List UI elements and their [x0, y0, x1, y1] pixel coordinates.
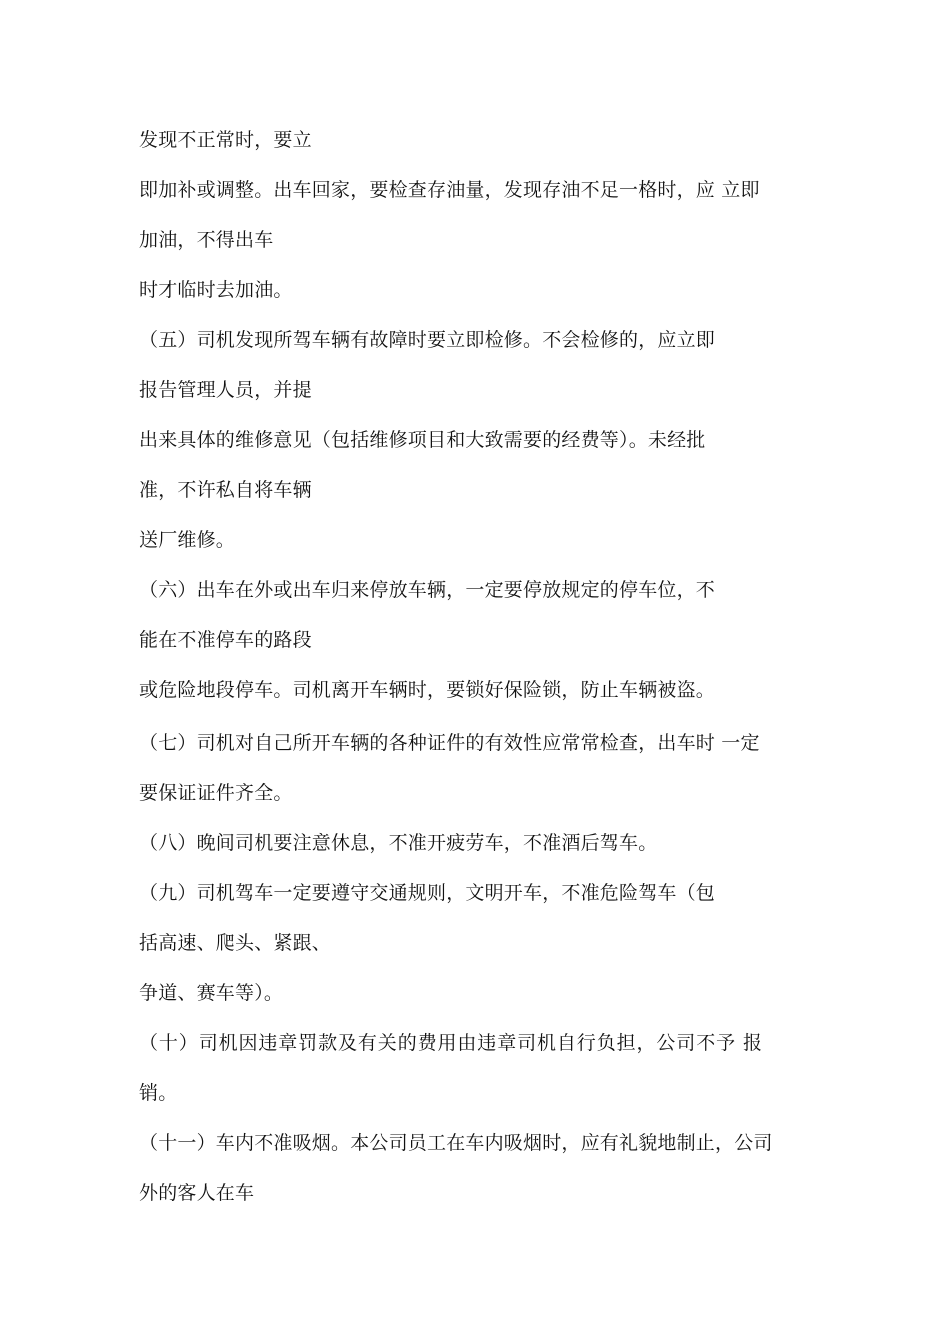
text-line: 销。 — [139, 1082, 178, 1104]
text-line: （十）司机因违章罚款及有关的费用由违章司机自行负担，公司不予 报 — [139, 1032, 763, 1054]
text-line: 加油，不得出车 — [139, 229, 274, 251]
text-line: 时才临时去加油。 — [139, 279, 293, 301]
text-line: （六）出车在外或出车归来停放车辆，一定要停放规定的停车位，不 — [139, 579, 716, 601]
text-line: 即加补或调整。出车回家，要检查存油量，发现存油不足一格时，应 立即 — [139, 179, 760, 201]
text-line: 出来具体的维修意见（包括维修项目和大致需要的经费等）。未经批 — [139, 429, 706, 451]
text-line: （九）司机驾车一定要遵守交通规则，文明开车，不准危险驾车（包 — [139, 882, 716, 904]
text-line: （五）司机发现所驾车辆有故障时要立即检修。不会检修的，应立即 — [139, 329, 716, 351]
text-line: 外的客人在车 — [139, 1182, 255, 1204]
text-line: 送厂维修。 — [139, 529, 236, 551]
text-line: 准，不许私自将车辆 — [139, 479, 312, 501]
text-line: 发现不正常时，要立 — [139, 129, 312, 151]
text-line: 能在不准停车的路段 — [139, 629, 312, 651]
text-line: 要保证证件齐全。 — [139, 782, 293, 804]
text-line: 或危险地段停车。司机离开车辆时，要锁好保险锁，防止车辆被盗。 — [139, 679, 716, 701]
text-line: 报告管理人员，并提 — [139, 379, 312, 401]
text-line: （十一）车内不准吸烟。本公司员工在车内吸烟时，应有礼貌地制止，公司 — [139, 1132, 773, 1154]
text-line: 争道、赛车等）。 — [139, 982, 284, 1004]
text-line: 括高速、爬头、紧跟、 — [139, 932, 332, 954]
text-line: （七）司机对自己所开车辆的各种证件的有效性应常常检查，出车时 一定 — [139, 732, 760, 754]
text-line: （八）晚间司机要注意休息，不准开疲劳车，不准酒后驾车。 — [139, 832, 658, 854]
